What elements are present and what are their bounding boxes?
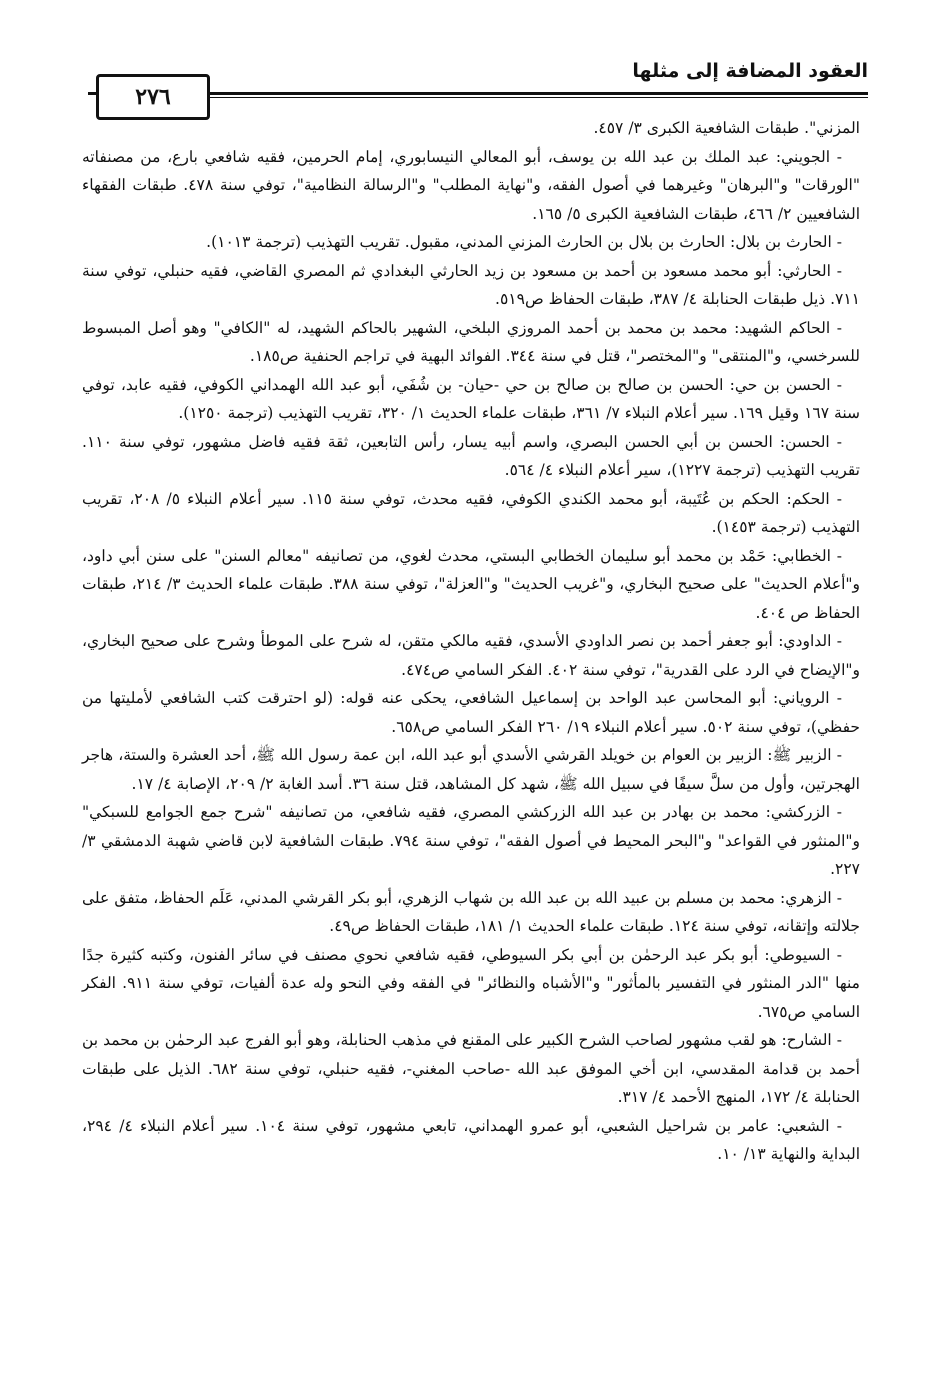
header-rule-thick bbox=[208, 92, 868, 95]
header-rule-tick-left bbox=[88, 92, 96, 95]
entry-hakam: - الحكم: الحكم بن عُتَيبة، أبو محمد الكندي الكوفي، فقيه محدث، توفي سنة ١١٥. سير أعلام النبلاء ٥/ ٢٠٨، تقريب التهذيب (ترجمة ١٤٥٣). bbox=[82, 489, 860, 536]
entry-zuhri: - الزهري: محمد بن مسلم بن عبيد الله بن عبد الله بن شهاب الزهري، أبو بكر القرشي المدني، عَلَم الحفاظ، متفق على جلالته وإتقانه، توفي سنة ١٢٤. طبقات علماء الحديث ١/ ١٨١، طبقات الحفاظ ص٤٩. bbox=[82, 888, 860, 935]
continuation-line: المزني". طبقات الشافعية الكبرى ٣/ ٤٥٧. bbox=[593, 119, 860, 137]
header-rule-tick-right bbox=[212, 92, 220, 95]
entry-sharih: - الشارح: هو لقب مشهور لصاحب الشرح الكبير على المقنع في مذهب الحنابلة، وهو أبو الفرج عبد الرحمٰن بن محمد بن أحمد بن قدامة المقدسي، ابن أخي الموفق عبد الله -صاحب المغني-، فقيه حنبلي، توفي سنة ٦٨٢. الذيل على طبقات الحنابلة ٤/ ١٧٢، المنهج الأحمد ٤/ ٣١٧. bbox=[82, 1031, 860, 1106]
entry-dawudi: - الداودي: أبو جعفر أحمد بن نصر الداودي الأسدي، فقيه مالكي متقن، له شرح على الموطأ وشرح على صحيح البخاري، و"الإيضاح في الرد على القدرية"، توفي سنة ٤٠٢. الفكر السامي ص٤٧٤. bbox=[82, 632, 860, 679]
entry-hakim-shahid: - الحاكم الشهيد: محمد بن محمد بن أحمد المروزي البلخي، الشهير بالحاكم الشهيد، له "الكافي" وهو أصل المبسوط للسرخسي، و"المنتقى" و"المختصر"، قتل في سنة ٣٤٤. الفوائد البهية في تراجم الحنفية ص١٨٥. bbox=[82, 318, 860, 365]
footnote-text bbox=[82, 114, 860, 1169]
entry-suyuti: - السيوطي: أبو بكر عبد الرحمٰن بن أبي بكر السيوطي، فقيه شافعي نحوي مصنف في سائر الفنون، وكتبه كثيرة جدًا منها "الدر المنثور في التفسير بالمأثور" و"الأشباه والنظائر" في الفقه وفي النحو وله عدة ألفيات، توفي سنة ٩١١. الفكر السامي ص٦٧٥. bbox=[82, 945, 860, 1021]
page-header bbox=[88, 52, 868, 110]
entry-zarkashi: - الزركشي: محمد بن بهادر بن عبد الله الزركشي المصري، فقيه شافعي، من تصانيفه "شرح جمع الجوامع للسبكي" و"المنثور في القواعد" و"البحر المحيط في أصول الفقه"، توفي سنة ٧٩٤. طبقات الشافعية لابن قاضي شهبة الدمشقي ٣/ ٢٢٧. bbox=[82, 803, 860, 878]
running-title: العقود المضافة إلى مثلها bbox=[632, 60, 868, 82]
entry-shabi: - الشعبي: عامر بن شراحيل الشعبي، أبو عمرو الهمداني، تابعي مشهور، توفي سنة ١٠٤. سير أعلام النبلاء ٤/ ٢٩٤، البداية والنهاية ١٣/ ١٠. bbox=[82, 1116, 860, 1163]
entry-hasan-bin-hay: - الحسن بن حي: الحسن بن صالح بن صالح بن حي -حيان- بن شُفَي، أبو عبد الله الهمداني الكوفي، فقيه عابد، توفي سنة ١٦٧ وقيل ١٦٩. سير أعلام النبلاء ٧/ ٣٦١، طبقات علماء الحديث ١/ ٣٢٠، تقريب التهذيب (ترجمة ١٢٥٠). bbox=[82, 375, 860, 422]
entry-harith-bin-bilal: - الحارث بن بلال: الحارث بن بلال بن الحارث المزني المدني، مقبول. تقريب التهذيب (ترجمة ١٠١٣). bbox=[206, 233, 842, 251]
entry-hasan-basri: - الحسن: الحسن بن أبي الحسن البصري، واسم أبيه يسار، رأس التابعين، ثقة فقيه فاضل مشهور، توفي سنة ١١٠. تقريب التهذيب (ترجمة ١٢٢٧)، سير أعلام النبلاء ٤/ ٥٦٤. bbox=[82, 432, 860, 479]
entry-juwayni: - الجويني: عبد الملك بن عبد الله بن يوسف، أبو المعالي النيسابوري، إمام الحرمين، فقيه شافعي بارع، من مصنفاته "الورقات" و"البرهان" وغيرهما في أصول الفقه، و"نهاية المطلب" و"الرسالة النظامية"، توفي سنة ٤٧٨. طبقات الفقهاء الشافعيين ٢/ ٤٦٦، طبقات الشافعية الكبرى ٥/ ١٦٥. bbox=[82, 147, 860, 223]
entry-ruyani: - الروياني: أبو المحاسن عبد الواحد بن إسماعيل الشافعي، يحكى عنه قوله: (لو احترقت كتب الشافعي لأمليتها من حفظي)، توفي سنة ٥٠٢. سير أعلام النبلاء ١٩/ ٢٦٠ الفكر السامي ص٦٥٨. bbox=[82, 689, 860, 736]
header-rule-thin bbox=[208, 97, 868, 98]
entry-harithi: - الحارثي: أبو محمد مسعود بن أحمد بن مسعود بن زيد الحارثي البغدادي ثم المصري القاضي، فقيه حنبلي، توفي سنة ٧١١. ذيل طبقات الحنابلة ٤/ ٣٨٧، طبقات الحفاظ ص٥١٩. bbox=[82, 261, 860, 308]
page-number: ٢٧٦ bbox=[135, 84, 171, 110]
entry-zubayr: - الزبير ﷺ: الزبير بن العوام بن خويلد القرشي الأسدي أبو عبد الله، ابن عمة رسول الله ﷺ، أحد العشرة والستة، هاجر الهجرتين، وأول من سلَّ سيفًا في سبيل الله ﷺ، شهد كل المشاهد، قتل سنة ٣٦. أسد الغابة ٢/ ٢٠٩، الإصابة ٤/ ١٧. bbox=[82, 746, 860, 793]
entry-khattabi: - الخطابي: حَمْد بن محمد أبو سليمان الخطابي البستي، محدث لغوي، من تصانيفه "معالم السنن" على سنن أبي داود، و"أعلام الحديث" على صحيح البخاري، و"غريب الحديث" و"العزلة"، توفي سنة ٣٨٨. طبقات علماء الحديث ٣/ ٢١٤، طبقات الحفاظ ص ٤٠٤. bbox=[82, 546, 860, 622]
